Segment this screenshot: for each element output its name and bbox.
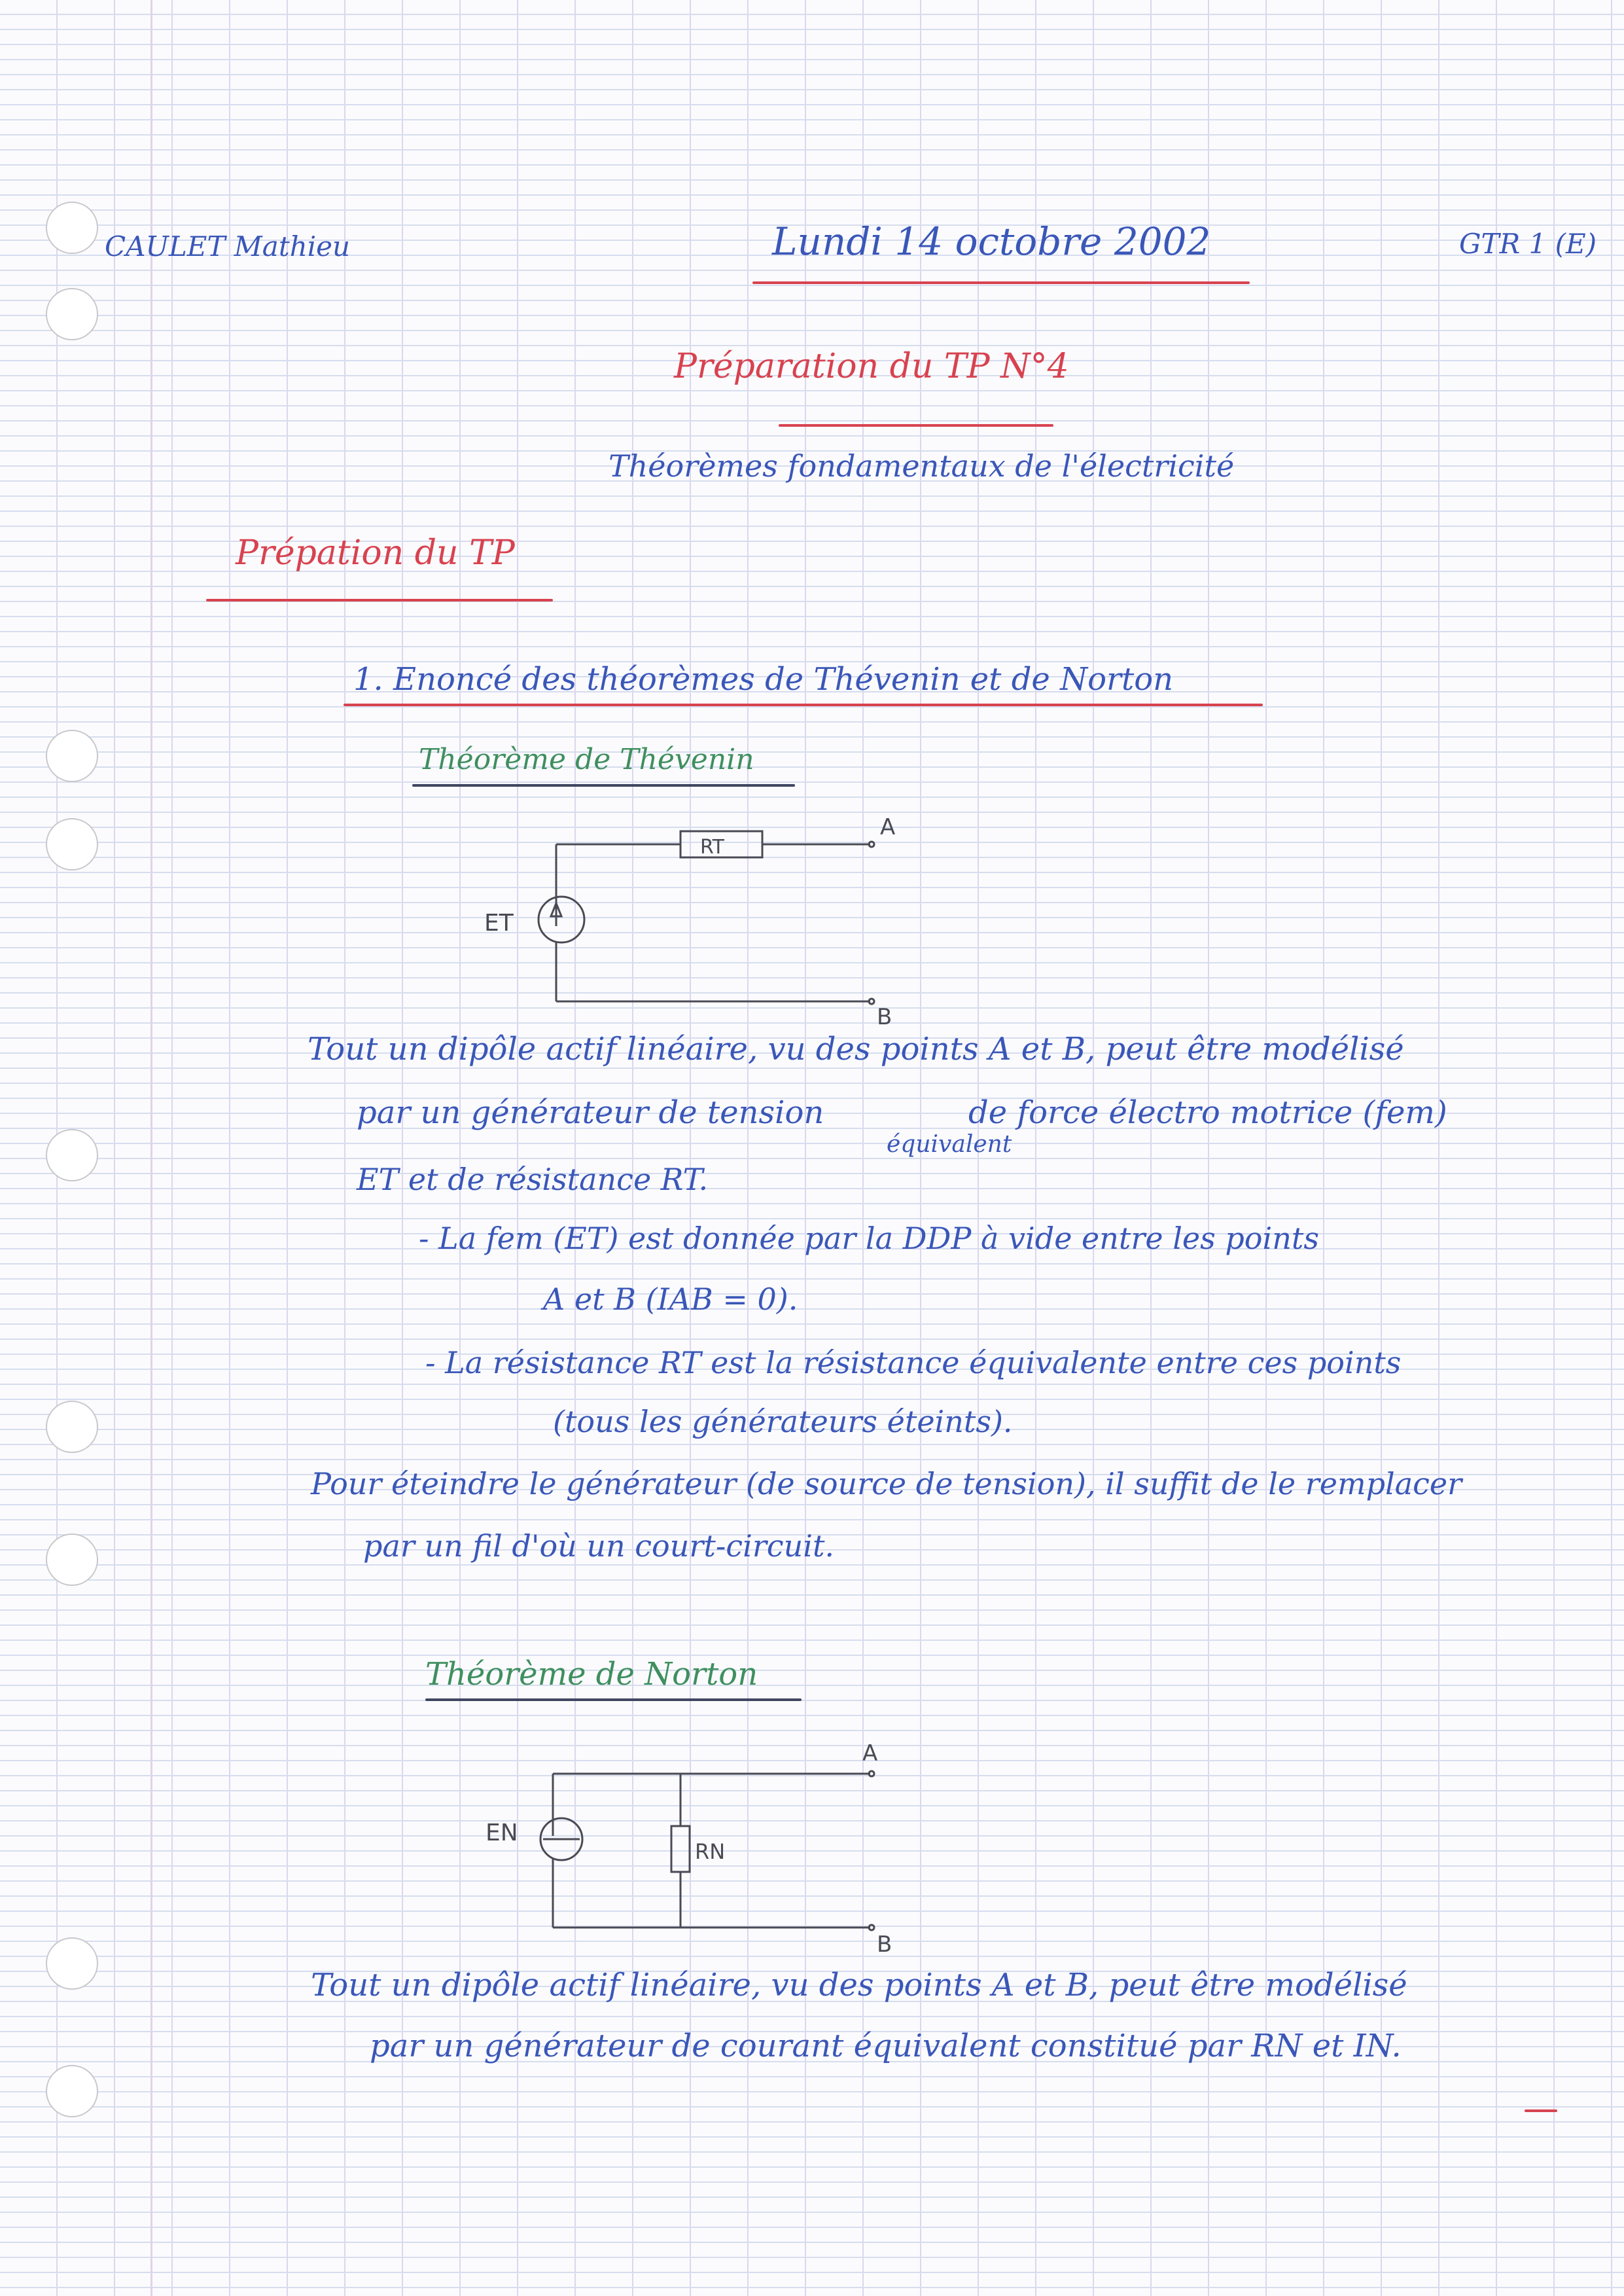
norton-p1: Tout un dipôle actif linéaire, vu des points A et B, peut être modélisé: [311, 1967, 1407, 2003]
terminal-a: [869, 842, 874, 847]
norton-circuit: [478, 1728, 936, 1957]
punch-hole: [46, 730, 98, 782]
thevenin-p4b: par un fil d'où un court-circuit.: [363, 1528, 835, 1564]
b-label: B: [877, 1004, 892, 1028]
punch-hole: [46, 1401, 98, 1453]
terminal-a: [869, 1771, 874, 1776]
voltage-source-et: [538, 897, 584, 942]
item-heading: 1. Enoncé des théorèmes de Thévenin et de Norton: [353, 661, 1174, 698]
thevenin-heading: Théorème de Thévenin: [419, 743, 754, 776]
thevenin-p4a: Pour éteindre le générateur (de source de tension), il suffit de le remplacer: [311, 1466, 1462, 1501]
punch-hole: [46, 288, 98, 340]
section-heading: Prépation du TP: [236, 533, 515, 573]
thevenin-underline: [412, 784, 795, 787]
date-underline: [752, 281, 1250, 284]
thevenin-b1b: A et B (IAB = 0).: [543, 1282, 798, 1317]
end-mark: [1525, 2109, 1557, 2112]
b-label: B: [877, 1931, 892, 1957]
title-underline: [779, 424, 1053, 427]
thevenin-p2b: de force électro motrice (fem): [968, 1094, 1447, 1131]
en-label: EN: [485, 1820, 518, 1846]
norton-p2: par un générateur de courant équivalent constitué par RN et IN.: [370, 2028, 1402, 2064]
margin-line: [150, 0, 152, 2296]
thevenin-b1a: - La fem (ET) est donnée par la DDP à vide entre les points: [419, 1221, 1319, 1256]
norton-heading: Théorème de Norton: [425, 1656, 758, 1693]
resistor-rn: [671, 1826, 690, 1872]
item-underline: [344, 704, 1263, 706]
thevenin-b2b: (tous les générateurs éteints).: [553, 1404, 1013, 1439]
punch-hole: [46, 1129, 98, 1181]
thevenin-circuit: [478, 812, 936, 1028]
thevenin-b2a: - La résistance RT est la résistance équivalente entre ces points: [425, 1345, 1402, 1380]
thevenin-p1: Tout un dipôle actif linéaire, vu des points A et B, peut être modélisé: [308, 1031, 1404, 1067]
a-label: A: [862, 1740, 878, 1767]
a-label: A: [880, 814, 896, 840]
punch-hole: [46, 2065, 98, 2117]
punch-hole: [46, 202, 98, 254]
thevenin-p3: ET et de résistance RT.: [357, 1162, 709, 1197]
subtitle: Théorèmes fondamentaux de l'électricité: [609, 448, 1235, 484]
rt-label: RT: [700, 836, 724, 859]
norton-underline: [425, 1698, 802, 1701]
rn-label: RN: [695, 1839, 726, 1864]
author-name: CAULET Mathieu: [105, 230, 351, 262]
thevenin-p2a: par un générateur de tension: [357, 1094, 824, 1131]
group-label: GTR 1 (E): [1459, 228, 1597, 260]
date: Lundi 14 octobre 2002: [772, 219, 1211, 264]
page-title: Préparation du TP N°4: [674, 347, 1069, 386]
terminal-b: [869, 1925, 874, 1930]
terminal-b: [869, 999, 874, 1004]
section-underline: [206, 599, 553, 601]
punch-hole: [46, 1937, 98, 1990]
thevenin-insert: équivalent: [887, 1131, 1012, 1158]
punch-hole: [46, 818, 98, 870]
punch-hole: [46, 1534, 98, 1586]
et-label: ET: [484, 910, 514, 937]
